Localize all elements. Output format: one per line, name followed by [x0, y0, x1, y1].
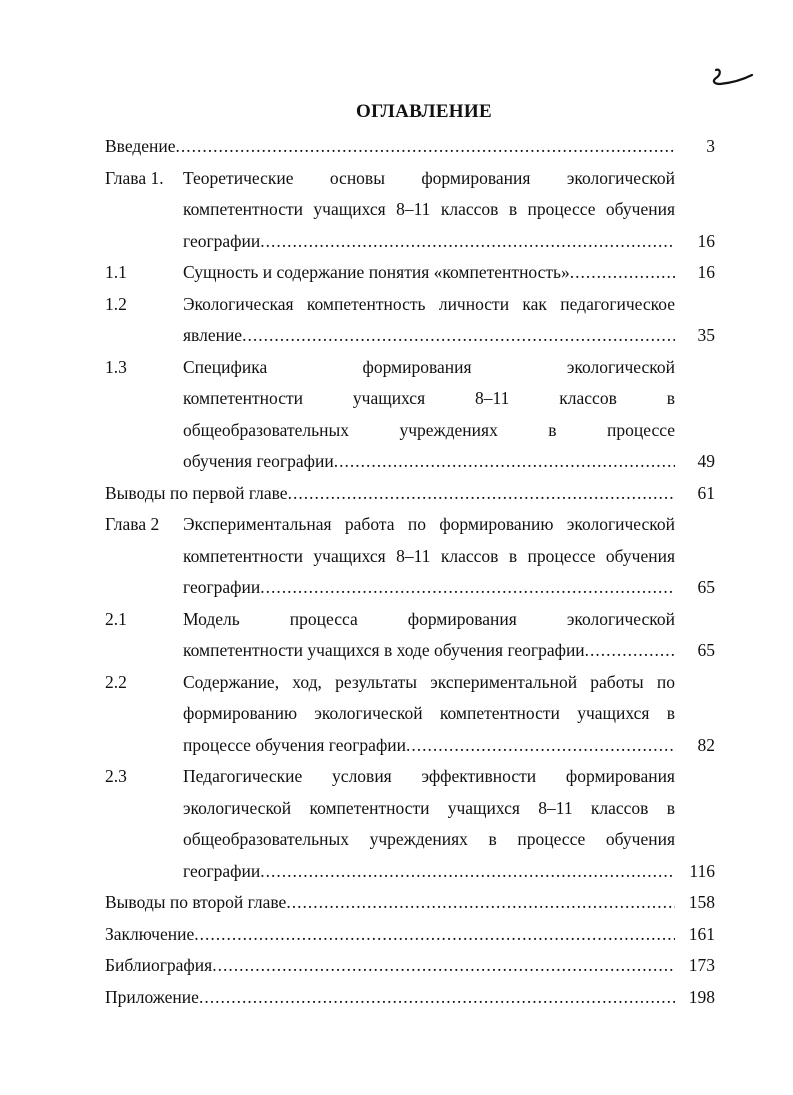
- dot-leader: [260, 856, 675, 888]
- toc-entry-number: 2.2: [105, 671, 127, 692]
- toc-entry-title-last-line: Выводы по второй главе: [105, 892, 287, 912]
- toc-entry-title-last-line: Приложение: [105, 986, 199, 1007]
- dot-leader: [288, 478, 675, 510]
- dot-leader: [242, 320, 675, 352]
- toc-entry-leader-line: [105, 919, 675, 951]
- toc-entry: [105, 667, 715, 762]
- toc-entry: [105, 887, 715, 919]
- toc-entry-title-last-line: явление: [183, 325, 243, 345]
- toc-entry-number: Глава 2: [105, 514, 160, 534]
- toc-entry: [105, 919, 715, 951]
- toc-entry-title-last-line: Библиография: [105, 955, 213, 975]
- table-of-contents: [105, 131, 715, 1013]
- dot-leader: [570, 257, 675, 289]
- toc-entry-leader-line: [105, 131, 675, 163]
- toc-entry-title-line: Содержание, ход, результаты экспериментальной работы по: [183, 671, 675, 692]
- toc-entry-page-number: 116: [689, 860, 715, 881]
- toc-entry-page-number: 35: [697, 325, 715, 345]
- toc-entry-title: [105, 478, 675, 510]
- dot-leader: [260, 226, 675, 258]
- dot-leader: [260, 572, 675, 604]
- toc-entry-page-number: 173: [688, 955, 715, 975]
- toc-entry: [105, 950, 715, 982]
- dot-leader: [406, 730, 675, 762]
- toc-entry: [105, 131, 715, 163]
- toc-entry-title: [105, 131, 675, 163]
- toc-entry-title-last-line: процессе обучения географии: [183, 734, 407, 755]
- toc-entry-title: [105, 919, 675, 951]
- toc-entry-title-last-line: обучения географии: [183, 451, 334, 471]
- toc-entry-leader-line: [183, 226, 675, 258]
- toc-entry-page-number: 65: [697, 577, 715, 597]
- toc-entry-leader-line: [183, 730, 675, 762]
- toc-entry-title: [105, 887, 675, 919]
- toc-entry-title: [183, 761, 675, 887]
- dot-leader: [176, 131, 675, 163]
- toc-entry-title-last-line: Заключение: [105, 923, 195, 944]
- toc-entry-title-line: Педагогические условия эффективности формирования: [183, 766, 675, 786]
- toc-entry-title: [105, 982, 675, 1014]
- toc-entry-title-line: Теоретические основы формирования экологической: [183, 167, 675, 188]
- toc-entry-number: Глава 1.: [105, 167, 164, 188]
- toc-entry-title-last-line: географии: [183, 860, 261, 881]
- toc-entry-title-last-line: географии: [183, 577, 261, 597]
- toc-entry-leader-line: [105, 478, 675, 510]
- toc-entry-number: 1.1: [105, 262, 127, 282]
- toc-entry: [105, 761, 715, 887]
- toc-entry-number: 1.2: [105, 293, 127, 314]
- toc-entry-leader-line: [183, 320, 675, 352]
- toc-entry-page-number: 3: [706, 136, 715, 156]
- toc-entry-leader-line: [183, 257, 675, 289]
- toc-entry-title-line: Экспериментальная работа по формированию экологической: [183, 514, 675, 534]
- toc-entry-title-line: общеобразовательных учреждениях в процессе: [183, 419, 675, 440]
- dot-leader: [585, 635, 675, 667]
- dot-leader: [212, 950, 675, 982]
- toc-entry-title-last-line: Выводы по первой главе: [105, 482, 288, 503]
- toc-entry-page-number: 65: [697, 640, 715, 660]
- toc-entry: [105, 257, 715, 289]
- toc-entry-title-last-line: компетентности учащихся в ходе обучения географии: [183, 640, 585, 660]
- toc-entry-title-line: Специфика формирования экологической: [183, 356, 675, 377]
- page-title: ОГЛАВЛЕНИЕ: [356, 101, 492, 122]
- toc-entry-page-number: 161: [688, 923, 715, 944]
- toc-entry-page-number: 198: [688, 986, 715, 1007]
- toc-entry: [105, 289, 715, 352]
- toc-entry-leader-line: [183, 572, 675, 604]
- toc-entry-title: [183, 257, 675, 289]
- toc-entry-number: 1.3: [105, 356, 127, 377]
- toc-entry-title-line: экологической компетентности учащихся 8–11 классов в: [183, 797, 675, 818]
- toc-entry-leader-line: [183, 856, 675, 888]
- toc-entry-title-line: общеобразовательных учреждениях в процессе обучения: [183, 829, 675, 849]
- handwritten-mark-icon: [708, 64, 756, 92]
- toc-entry: [105, 163, 715, 258]
- toc-entry-title: [183, 604, 675, 667]
- toc-entry-title-last-line: Сущность и содержание понятия «компетентность»: [183, 262, 570, 282]
- toc-entry-title-line: компетентности учащихся 8–11 классов в процессе обучения: [183, 545, 675, 566]
- toc-entry-title: [105, 950, 675, 982]
- toc-entry-title-line: компетентности учащихся 8–11 классов в процессе обучения: [183, 199, 675, 219]
- toc-entry-page-number: 82: [697, 734, 715, 755]
- toc-entry-title: [183, 667, 675, 762]
- dot-leader: [334, 446, 675, 478]
- toc-entry: [105, 509, 715, 604]
- toc-entry-page-number: 49: [697, 451, 715, 471]
- toc-entry-title-line: Модель процесса формирования экологической: [183, 608, 675, 629]
- toc-entry-leader-line: [105, 982, 675, 1014]
- toc-entry-page-number: 16: [697, 262, 715, 282]
- toc-entry: [105, 604, 715, 667]
- toc-entry-title-line: Экологическая компетентность личности как педагогическое: [183, 293, 675, 314]
- toc-entry-title: [183, 509, 675, 604]
- dot-leader: [199, 982, 675, 1014]
- toc-entry: [105, 352, 715, 478]
- toc-entry-title: [183, 289, 675, 352]
- toc-entry-title-line: компетентности учащихся 8–11 классов в: [183, 388, 675, 408]
- toc-entry-leader-line: [105, 887, 675, 919]
- dot-leader: [286, 887, 675, 919]
- dot-leader: [194, 919, 675, 951]
- toc-entry-title-last-line: Введение: [105, 136, 176, 156]
- toc-entry-page-number: 61: [697, 482, 715, 503]
- toc-entry-title-line: формированию экологической компетентности учащихся в: [183, 703, 675, 723]
- toc-entry: [105, 982, 715, 1014]
- toc-entry: [105, 478, 715, 510]
- toc-entry-number: 2.1: [105, 608, 127, 629]
- toc-entry-title: [183, 352, 675, 478]
- toc-entry-leader-line: [183, 446, 675, 478]
- toc-entry-leader-line: [105, 950, 675, 982]
- toc-entry-page-number: 158: [688, 892, 715, 912]
- toc-entry-number: 2.3: [105, 766, 127, 786]
- toc-entry-leader-line: [183, 635, 675, 667]
- toc-entry-title: [183, 163, 675, 258]
- toc-entry-page-number: 16: [697, 230, 715, 251]
- toc-entry-title-last-line: географии: [183, 230, 261, 251]
